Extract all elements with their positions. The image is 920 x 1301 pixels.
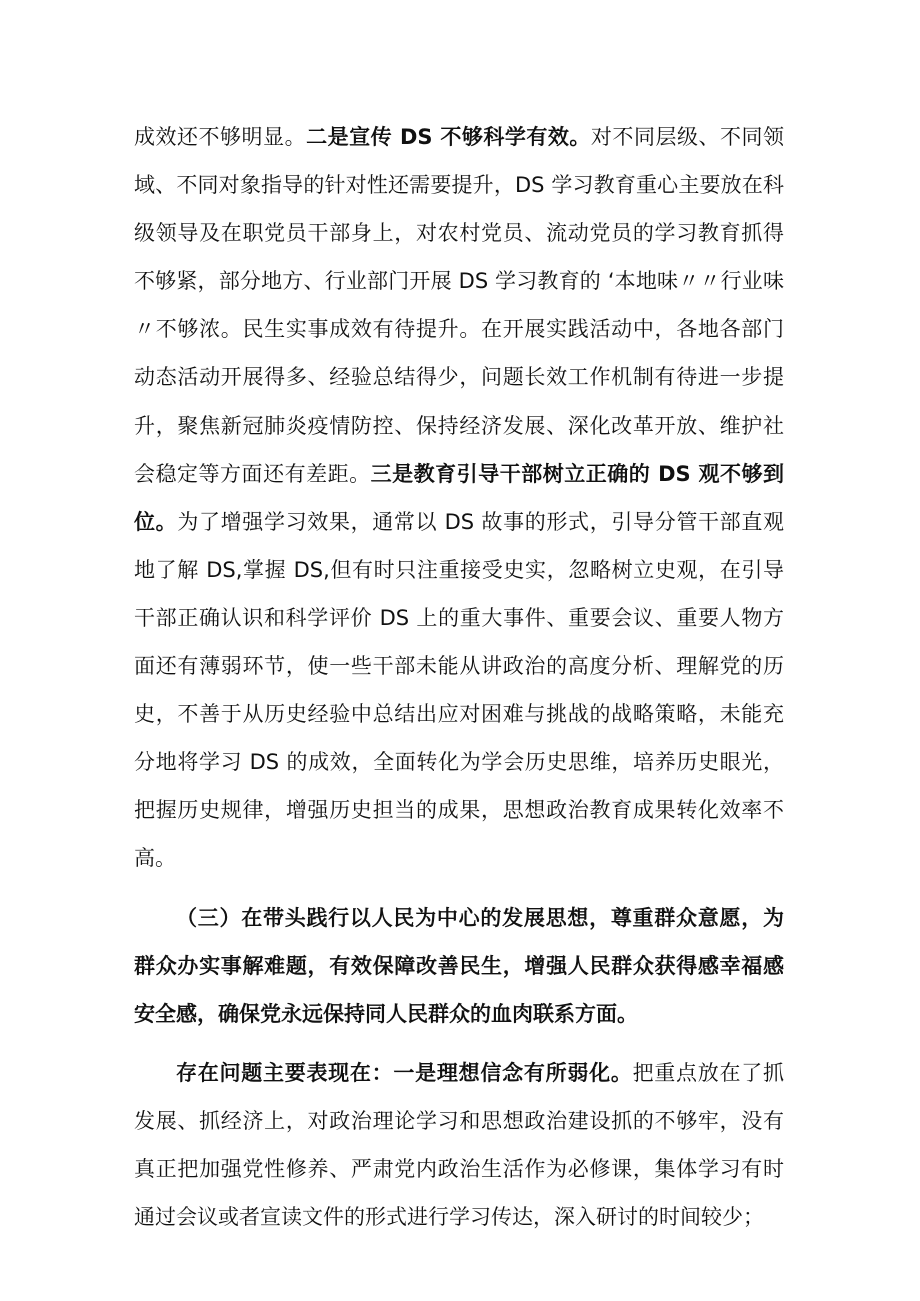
paragraph-problems-continued [134,113,784,883]
section-heading-three: （三）在带头践行以人民为中心的发展思想，尊重群众意愿，为群众办实事解难题，有效保障改善民生，增强人民群众获得感幸福感安全感，确保党永远保持同人民群众的血肉联系方面。 [134,905,784,1026]
text-run: 对不同层级、不同领域、不同对象指导的针对性还需要提升，DS 学习教育重心主要放在科级领导及在职党员干部身上，对农村党员、流动党员的学习教育抓得不够紧，部分地方、行业部门开展 DS 学习教育的 ‘本地味〃〃行业味〃不够浓。民生实事成效有待提升。在开展实践活动中，各地各部门动态活动开展得多、经验总结得少，问题长效工作机制有待进一步提升，聚焦新冠肺炎疫情防控、保持经济发展、深化改革开放、维护社会稳定等方面还有差距。 [134,125,785,486]
text-run: 把重点放在了抓发展、抓经济上，对政治理论学习和思想政治建设抓的不够牢，没有真正把加强党性修养、严肃党内政治生活作为必修课，集体学习有时通过会议或者宣读文件的形式进行学习传达，深入研讨的时间较少； [134,1060,785,1230]
paragraph-main-problems [134,1049,784,1241]
document-body [134,113,784,1241]
bold-run-point-one: 存在问题主要表现在：一是理想信念有所弱化。 [176,1060,633,1085]
bold-run-point-three: 三是教育引导干部树立正确的 DS 观不够到位。 [134,461,784,534]
bold-run-point-two: 二是宣传 DS 不够科学有效。 [306,125,591,149]
text-run: 为了增强学习效果，通常以 DS 故事的形式，引导分管干部直观地了解 DS,掌握 DS,但有时只注重接受史实，忽略树立史观，在引导干部正确认识和科学评价 DS 上的重大事件、重要会议、重要人物方面还有薄弱环节，使一些干部未能从讲政治的高度分析、理解党的历史，不善于从历史经验中总结出应对困难与挑战的战略策略，未能充分地将学习 DS 的成效，全面转化为学会历史思维，培养历史眼光，把握历史规律，增强历史担当的成果，思想政治教育成果转化效率不高。 [134,509,784,871]
text-run: 成效还不够明显。 [134,125,307,149]
